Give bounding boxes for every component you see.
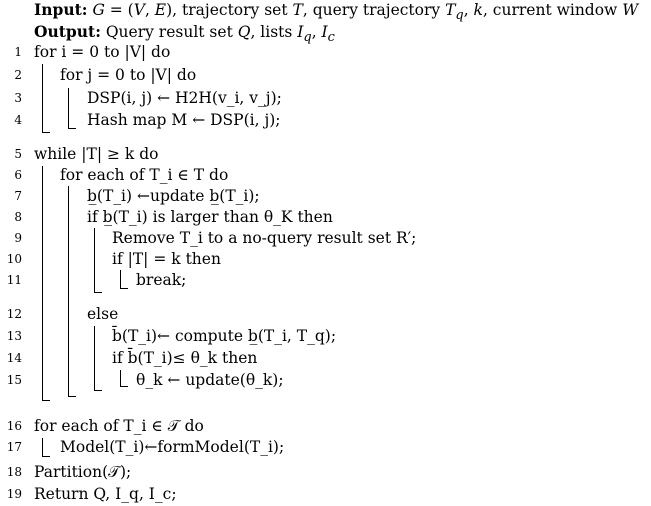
block-rule: [120, 370, 121, 386]
block-rule: [42, 132, 50, 133]
line-number: 18: [6, 465, 22, 479]
code-line: b̲(T_i) ←update b̲(T_i);: [87, 187, 260, 205]
code-line: for each of T_i ∈ 𝒯 do: [34, 417, 204, 435]
line-number: 19: [6, 487, 22, 501]
code-line: Hash map M ← DSP(i, j);: [87, 111, 281, 129]
block-rule: [42, 456, 50, 457]
code-line: if b̄(T_i)≤ θ_k then: [112, 349, 258, 367]
line-number: 8: [14, 210, 22, 224]
line-number: 5: [14, 147, 22, 161]
line-number: 9: [14, 231, 22, 245]
code-line: for each of T_i ∈ T do: [60, 166, 229, 184]
code-line: else: [87, 305, 119, 323]
line-number: 4: [14, 113, 22, 127]
code-line: Model(T_i)←formModel(T_i);: [60, 438, 285, 456]
code-line: b̄(T_i)← compute b̲(T_i, T_q);: [112, 327, 337, 345]
code-line: while |T| ≥ k do: [34, 145, 159, 163]
line-number: 10: [6, 252, 22, 266]
output-line: Output: Query result set Q, lists $I_q$, $I_c$: [34, 22, 335, 46]
code-line: break;: [136, 271, 187, 289]
line-number: 3: [14, 91, 22, 105]
line-number: 11: [6, 273, 22, 287]
line-number: 12: [6, 307, 22, 321]
code-line: if |T| = k then: [112, 250, 221, 268]
line-number: 14: [6, 351, 22, 365]
block-rule: [94, 390, 102, 391]
line-number: 2: [14, 68, 22, 82]
code-line: DSP(i, j) ← H2H(v_i, v_j);: [87, 89, 282, 107]
line-number: 16: [6, 419, 22, 433]
code-line: Partition(𝒯);: [34, 463, 132, 481]
line-number: 13: [6, 329, 22, 343]
block-rule: [68, 128, 76, 129]
block-rule: [94, 228, 95, 292]
block-rule: [120, 288, 128, 289]
line-number: 6: [14, 168, 22, 182]
line-number: 1: [14, 45, 22, 59]
code-line: for j = 0 to |V| do: [60, 66, 197, 84]
line-number: 7: [14, 189, 22, 203]
block-rule: [42, 166, 43, 401]
line-number: 17: [6, 440, 22, 454]
block-rule: [120, 386, 128, 387]
line-number: 15: [6, 373, 22, 387]
block-rule: [42, 438, 43, 456]
block-rule: [94, 292, 102, 293]
input-line: Input: G = (V, E), trajectory set T, query trajectory $T_q$, k, current window W: [34, 0, 639, 24]
code-line: θ_k ← update(θ_k);: [136, 371, 284, 389]
block-rule: [68, 186, 69, 396]
block-rule: [68, 396, 76, 397]
code-line: for i = 0 to |V| do: [34, 43, 171, 61]
block-rule: [42, 400, 50, 401]
code-line: if b̲(T_i) is larger than θ_K then: [87, 208, 333, 226]
block-rule: [120, 270, 121, 288]
code-line: Return Q, I_q, I_c;: [34, 485, 177, 503]
block-rule: [68, 88, 69, 129]
block-rule: [94, 326, 95, 390]
code-line: Remove T_i to a no-query result set R′;: [112, 229, 417, 247]
block-rule: [42, 64, 43, 133]
